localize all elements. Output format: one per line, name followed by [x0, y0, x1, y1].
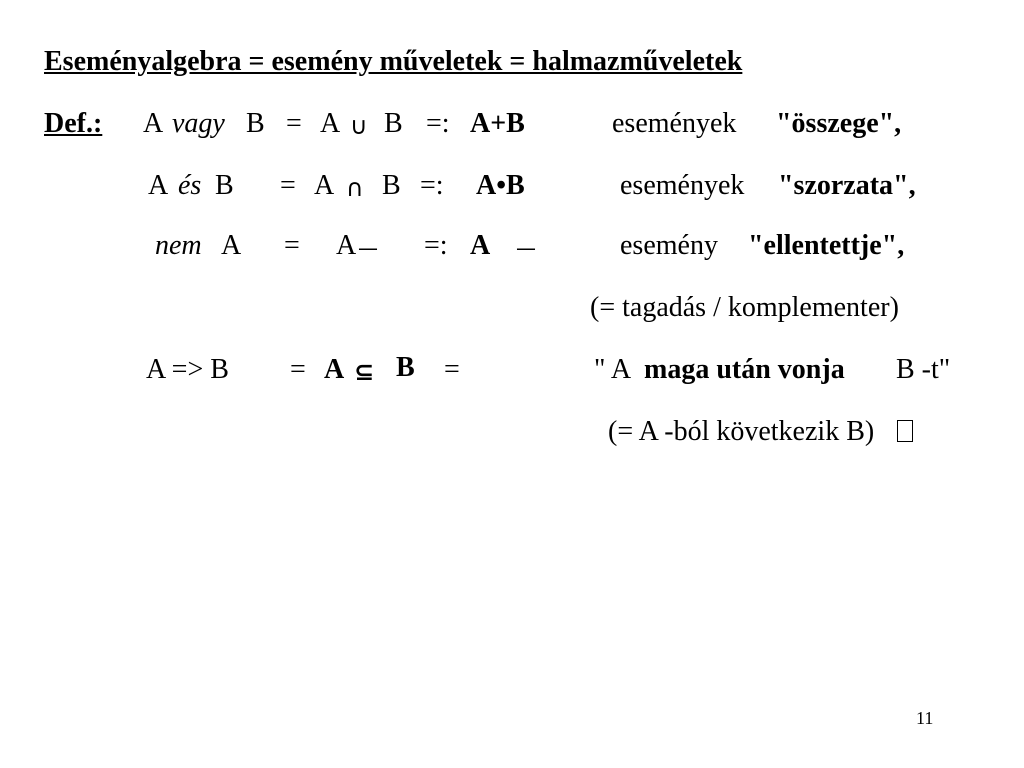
- complement-lhs-a: A: [221, 230, 242, 261]
- complement-desc-bold: "ellentettje",: [748, 230, 905, 261]
- implication-eq2: =: [444, 354, 460, 385]
- implication-lhs: A => B: [146, 354, 229, 385]
- def-label: Def.:: [44, 108, 103, 139]
- complement-result-bar: —: [516, 236, 536, 260]
- implication-subset-b: B: [396, 352, 415, 383]
- intersection-lhs-op: és: [178, 170, 202, 201]
- subset-symbol: ⊆: [354, 358, 375, 386]
- missing-glyph-box: [897, 420, 913, 442]
- union-desc-bold: "összege",: [776, 108, 902, 139]
- complement-lhs-op: nem: [155, 230, 202, 261]
- implication-desc-close: B -t": [896, 354, 951, 385]
- implication-desc-bold: maga után vonja: [644, 354, 845, 385]
- intersection-expr-b: B: [382, 170, 401, 201]
- intersection-symbol: ∩: [346, 174, 364, 202]
- complement-eq: =: [284, 230, 300, 261]
- union-defeq: =:: [426, 108, 450, 139]
- complement-expr-bar: —: [358, 236, 378, 260]
- complement-expr-a: A: [336, 230, 357, 261]
- union-expr-a: A: [320, 108, 341, 139]
- intersection-result: A•B: [476, 170, 525, 201]
- complement-defeq: =:: [424, 230, 448, 261]
- union-desc-prefix: események: [612, 108, 737, 139]
- implication-note-text: (= A -ból következik B): [608, 416, 875, 447]
- implication-eq1: =: [290, 354, 306, 385]
- union-lhs-b: B: [246, 108, 265, 139]
- slide-title: Eseményalgebra = esemény műveletek = halmazműveletek: [44, 46, 743, 77]
- intersection-desc-bold: "szorzata",: [778, 170, 916, 201]
- complement-result: A: [470, 230, 491, 261]
- intersection-expr-a: A: [314, 170, 335, 201]
- intersection-defeq: =:: [420, 170, 444, 201]
- intersection-eq: =: [280, 170, 296, 201]
- intersection-lhs-a: A: [148, 170, 169, 201]
- union-lhs-a: A: [143, 108, 164, 139]
- page-number: 11: [916, 708, 934, 728]
- union-result: A+B: [470, 108, 525, 139]
- intersection-lhs-b: B: [215, 170, 234, 201]
- negation-note: (= tagadás / komplementer): [590, 292, 899, 323]
- implication-desc-open: " A: [594, 354, 632, 385]
- union-symbol: ∪: [350, 112, 368, 140]
- implication-subset-a: A: [324, 354, 345, 385]
- intersection-desc-prefix: események: [620, 170, 745, 201]
- union-expr-b: B: [384, 108, 403, 139]
- complement-desc-prefix: esemény: [620, 230, 718, 261]
- union-lhs-op: vagy: [172, 108, 225, 139]
- implication-note: [608, 416, 913, 448]
- union-eq: =: [286, 108, 302, 139]
